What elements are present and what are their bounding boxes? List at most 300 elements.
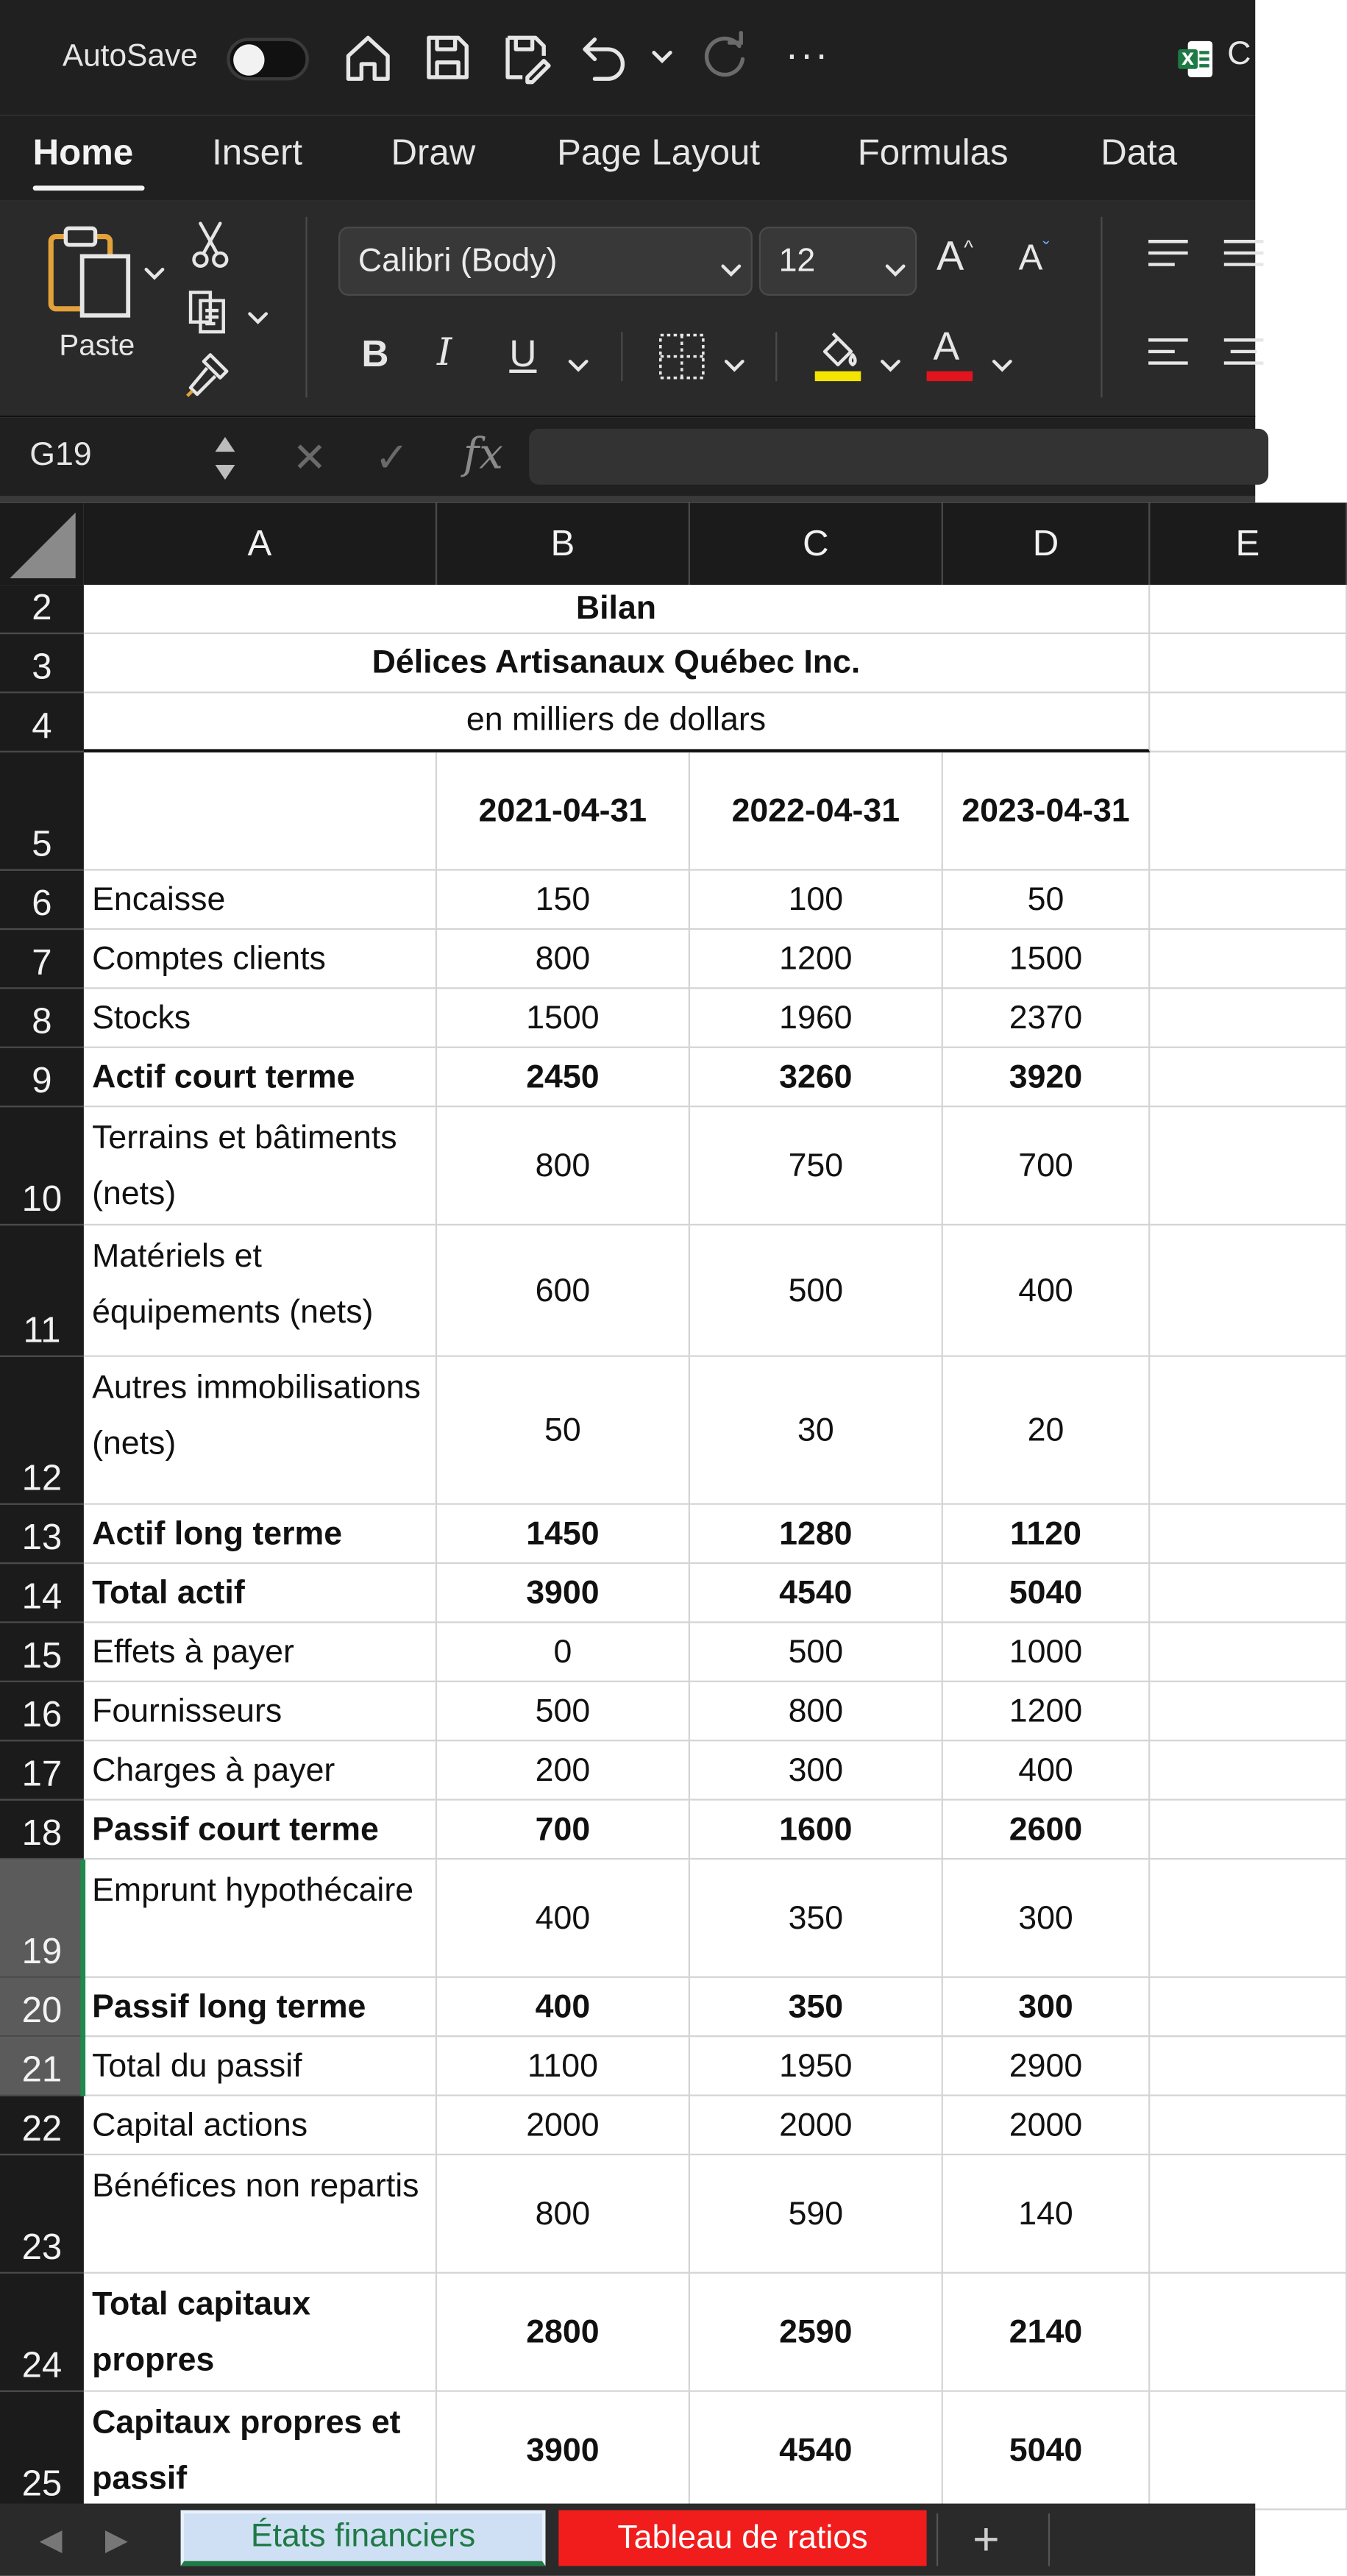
cell-a[interactable] bbox=[84, 2037, 437, 2096]
cell-e[interactable] bbox=[1150, 634, 1347, 693]
cell-c[interactable] bbox=[690, 1107, 943, 1225]
cell-value: Total capitaux propres bbox=[92, 2286, 311, 2379]
cell-e[interactable] bbox=[1150, 1978, 1347, 2037]
cell-b[interactable] bbox=[437, 1048, 690, 1107]
selection-edge bbox=[80, 1860, 85, 2096]
paste-chevron-down-icon[interactable] bbox=[145, 260, 165, 273]
cell-value: Fournisseurs bbox=[92, 1693, 282, 1729]
cell-value: 1100 bbox=[527, 2047, 598, 2084]
table-row bbox=[84, 2274, 1255, 2392]
cell-a[interactable] bbox=[84, 2392, 437, 2511]
tab-draw[interactable]: Draw bbox=[391, 131, 476, 173]
cell-value: Charges à payer bbox=[92, 1751, 335, 1788]
cell-b[interactable] bbox=[437, 871, 690, 930]
cell-e[interactable] bbox=[1150, 989, 1347, 1047]
cell-d[interactable] bbox=[943, 1801, 1150, 1860]
table-row bbox=[84, 1978, 1255, 2037]
cell-value: 4540 bbox=[779, 1574, 853, 1611]
cell-value: 800 bbox=[788, 1693, 844, 1729]
row-header-4[interactable] bbox=[0, 693, 84, 752]
cell-d[interactable] bbox=[943, 930, 1150, 989]
cell-value: 500 bbox=[788, 1634, 844, 1671]
row-number: 19 bbox=[21, 1930, 63, 1971]
table-row bbox=[84, 2155, 1255, 2274]
cell-c[interactable] bbox=[690, 1741, 943, 1800]
cell-a[interactable] bbox=[84, 752, 437, 871]
cell-a[interactable] bbox=[84, 1741, 437, 1800]
name-box[interactable] bbox=[0, 417, 256, 496]
cell-d[interactable] bbox=[943, 1048, 1150, 1107]
cell-e[interactable] bbox=[1150, 1357, 1347, 1505]
borders-icon[interactable] bbox=[657, 332, 706, 381]
cell-a[interactable] bbox=[84, 1623, 437, 1682]
cell-value: Actif long terme bbox=[92, 1515, 343, 1552]
row-header-10[interactable] bbox=[0, 1107, 84, 1225]
formula-bar bbox=[0, 417, 1255, 496]
row-header-22[interactable] bbox=[0, 2096, 84, 2155]
redo-icon[interactable] bbox=[697, 29, 749, 85]
cell-c[interactable] bbox=[690, 1225, 943, 1357]
tab-page-layout[interactable]: Page Layout bbox=[557, 131, 761, 173]
cell-b[interactable] bbox=[437, 1741, 690, 1800]
cell-c[interactable] bbox=[690, 1682, 943, 1741]
cell-e[interactable] bbox=[1150, 1741, 1347, 1800]
cell-d[interactable] bbox=[943, 1860, 1150, 1978]
cell-value: 400 bbox=[1018, 1272, 1073, 1309]
table-row bbox=[84, 1505, 1255, 1564]
cell-c[interactable] bbox=[690, 2096, 943, 2155]
cell-e[interactable] bbox=[1150, 1623, 1347, 1682]
cell-d[interactable] bbox=[943, 2392, 1150, 2511]
increase-font-size-button[interactable]: A^ bbox=[936, 233, 973, 280]
cell-value: 20 bbox=[1027, 1412, 1065, 1448]
cell-d[interactable] bbox=[943, 1682, 1150, 1741]
file-name[interactable]: C bbox=[1227, 36, 1251, 73]
cell-e[interactable] bbox=[1150, 1564, 1347, 1623]
cell-e[interactable] bbox=[1150, 1801, 1347, 1860]
row-header-9[interactable] bbox=[0, 1048, 84, 1107]
cell-a[interactable] bbox=[84, 1978, 437, 2037]
copy-icon[interactable] bbox=[184, 286, 233, 335]
cell-value: 2370 bbox=[1009, 999, 1083, 1036]
font-color-icon[interactable] bbox=[927, 325, 976, 384]
decrease-font-size-button[interactable]: $A^ˇ$ bbox=[1018, 236, 1050, 278]
cell-value: 2000 bbox=[526, 2107, 600, 2143]
row-header-2[interactable] bbox=[0, 585, 84, 634]
ribbon-divider bbox=[775, 332, 777, 381]
font-size-dropdown[interactable] bbox=[759, 227, 917, 296]
cell-value: 600 bbox=[535, 1272, 591, 1309]
table-row bbox=[84, 1048, 1255, 1107]
cell-a[interactable] bbox=[84, 2155, 437, 2274]
column-header-d[interactable] bbox=[943, 502, 1150, 585]
row-header-25[interactable] bbox=[0, 2392, 84, 2511]
cell-a[interactable] bbox=[84, 1564, 437, 1623]
cell-e[interactable] bbox=[1150, 1225, 1347, 1357]
cell-b[interactable] bbox=[437, 1623, 690, 1682]
row-number: 25 bbox=[21, 2462, 63, 2504]
column-letter: E bbox=[1235, 522, 1260, 564]
table-row bbox=[84, 634, 1255, 693]
bold-button[interactable]: B bbox=[361, 332, 389, 375]
worksheet-grid[interactable] bbox=[0, 502, 1260, 2504]
table-row bbox=[84, 1357, 1255, 1505]
cell-a[interactable] bbox=[84, 1801, 437, 1860]
tab-divider bbox=[1048, 2513, 1050, 2566]
cell-value: Terrains et bâtiments (nets) bbox=[92, 1120, 397, 1213]
cell-value: 400 bbox=[535, 1899, 591, 1936]
cell-value: 800 bbox=[535, 2195, 591, 2232]
cell-value: 1500 bbox=[526, 999, 600, 1036]
row-header-7[interactable] bbox=[0, 930, 84, 989]
row-header-13[interactable] bbox=[0, 1505, 84, 1564]
tab-insert[interactable]: Insert bbox=[212, 131, 302, 173]
table-row bbox=[84, 1860, 1255, 1978]
cell-value: Encaisse bbox=[92, 881, 226, 918]
cell-a[interactable] bbox=[84, 1682, 437, 1741]
save-as-icon[interactable] bbox=[500, 29, 552, 85]
cell-a[interactable] bbox=[84, 1860, 437, 1978]
cell-value: 2590 bbox=[779, 2313, 853, 2350]
cell-e[interactable] bbox=[1150, 693, 1347, 752]
tab-divider bbox=[936, 2513, 938, 2566]
next-sheet-icon[interactable]: ▶ bbox=[104, 2523, 128, 2557]
cell-value: Passif long terme bbox=[92, 1988, 366, 2025]
table-row bbox=[84, 1801, 1255, 1860]
cell-value: 150 bbox=[535, 881, 591, 918]
tab-data[interactable]: Data bbox=[1101, 131, 1178, 173]
fill-color-icon[interactable] bbox=[811, 329, 864, 385]
table-row bbox=[84, 930, 1255, 989]
cell-value: Délices Artisanaux Québec Inc. bbox=[372, 644, 861, 680]
table-row bbox=[84, 693, 1255, 752]
tab-home[interactable]: Home bbox=[32, 131, 134, 173]
row-header-8[interactable] bbox=[0, 989, 84, 1047]
sheet-tab-label: États financiers bbox=[250, 2518, 476, 2555]
cell-c[interactable] bbox=[690, 1978, 943, 2037]
confirm-edit-icon[interactable]: ✓ bbox=[374, 435, 409, 482]
cell-b[interactable] bbox=[437, 1505, 690, 1564]
cell-value: 1200 bbox=[779, 940, 853, 977]
sheet-tab-label: Tableau de ratios bbox=[617, 2519, 868, 2555]
cell-value: Total actif bbox=[92, 1574, 245, 1611]
cell-e[interactable] bbox=[1150, 930, 1347, 989]
cell-c[interactable] bbox=[690, 1564, 943, 1623]
cell-d[interactable] bbox=[943, 1623, 1150, 1682]
cell-c[interactable] bbox=[690, 989, 943, 1047]
cell-c[interactable] bbox=[690, 2392, 943, 2511]
cell-value: 50 bbox=[544, 1412, 581, 1448]
cell-d[interactable] bbox=[943, 2155, 1150, 2274]
cell-d[interactable] bbox=[943, 2274, 1150, 2392]
cell-b[interactable] bbox=[437, 1357, 690, 1505]
cell-value: Effets à payer bbox=[92, 1634, 294, 1671]
cancel-edit-icon[interactable]: ✕ bbox=[292, 435, 327, 482]
tab-formulas[interactable]: Formulas bbox=[857, 131, 1009, 173]
cell-value: Actif court terme bbox=[92, 1058, 355, 1095]
cell-value: 3260 bbox=[779, 1058, 853, 1095]
formula-input[interactable] bbox=[529, 429, 1268, 485]
cell-e[interactable] bbox=[1150, 1107, 1347, 1225]
cell-a[interactable] bbox=[84, 1107, 437, 1225]
cell-b[interactable] bbox=[437, 1107, 690, 1225]
cell-value: 700 bbox=[535, 1811, 591, 1848]
cell-a[interactable] bbox=[84, 930, 437, 989]
cell-d[interactable] bbox=[943, 2037, 1150, 2096]
cell-value: 1120 bbox=[1010, 1515, 1081, 1552]
row-number: 8 bbox=[32, 1000, 52, 1042]
cell-b[interactable] bbox=[437, 1225, 690, 1357]
cell-a[interactable] bbox=[84, 989, 437, 1047]
cell-d[interactable] bbox=[943, 989, 1150, 1047]
row-header-19[interactable] bbox=[0, 1860, 84, 1978]
cell-c[interactable] bbox=[690, 2037, 943, 2096]
row-header-17[interactable] bbox=[0, 1741, 84, 1800]
cell-value: 350 bbox=[788, 1899, 844, 1936]
cell-e[interactable] bbox=[1150, 2274, 1347, 2392]
paste-label: Paste bbox=[59, 328, 135, 362]
cell-c[interactable] bbox=[690, 1048, 943, 1107]
save-icon[interactable] bbox=[421, 29, 473, 85]
undo-chevron-down-icon[interactable] bbox=[650, 46, 673, 69]
row-header-12[interactable] bbox=[0, 1357, 84, 1505]
borders-chevron-down-icon[interactable] bbox=[725, 352, 744, 365]
cell-a[interactable] bbox=[84, 871, 437, 930]
add-sheet-button[interactable]: + bbox=[973, 2513, 1000, 2565]
column-letter: B bbox=[550, 522, 575, 564]
ribbon-tabs bbox=[0, 115, 1255, 200]
table-row bbox=[84, 1741, 1255, 1800]
font-name-dropdown[interactable] bbox=[338, 227, 753, 296]
cell-e[interactable] bbox=[1150, 871, 1347, 930]
row-header-14[interactable] bbox=[0, 1564, 84, 1623]
cell-c[interactable] bbox=[690, 2155, 943, 2274]
cell-value: Matériels et équipements (nets) bbox=[92, 1238, 374, 1331]
cell-value: 1000 bbox=[1009, 1634, 1083, 1671]
cell-value: 1950 bbox=[779, 2047, 853, 2084]
cell-a[interactable] bbox=[84, 2274, 437, 2392]
font-color-chevron-down-icon[interactable] bbox=[992, 352, 1012, 365]
cell-value: 300 bbox=[1018, 1899, 1073, 1936]
cell-b[interactable] bbox=[437, 989, 690, 1047]
cell-c[interactable] bbox=[690, 1860, 943, 1978]
more-options-icon[interactable]: ··· bbox=[785, 32, 830, 77]
select-all-corner[interactable] bbox=[0, 502, 84, 585]
row-number: 14 bbox=[21, 1575, 63, 1617]
cell-value: Passif court terme bbox=[92, 1811, 379, 1848]
row-header-18[interactable] bbox=[0, 1801, 84, 1860]
company-name[interactable] bbox=[84, 634, 1150, 693]
table-row bbox=[84, 1107, 1255, 1225]
cell-d[interactable] bbox=[943, 1505, 1150, 1564]
row-header-15[interactable] bbox=[0, 1623, 84, 1682]
name-box-stepper-icon[interactable] bbox=[213, 430, 236, 486]
cell-value: Autres immobilisations (nets) bbox=[92, 1370, 421, 1462]
paste-icon[interactable] bbox=[46, 224, 138, 322]
row-header-20[interactable] bbox=[0, 1978, 84, 2037]
cell-d[interactable] bbox=[943, 2096, 1150, 2155]
row-number: 2 bbox=[32, 586, 52, 628]
cell-c[interactable] bbox=[690, 871, 943, 930]
cell-value: 2140 bbox=[1009, 2313, 1083, 2350]
table-row bbox=[84, 871, 1255, 930]
cell-value: 1280 bbox=[779, 1515, 853, 1552]
cell-b[interactable] bbox=[437, 1860, 690, 1978]
cell-value: 1200 bbox=[1009, 1693, 1083, 1729]
column-header-e[interactable] bbox=[1150, 502, 1347, 585]
autosave-toggle[interactable] bbox=[227, 38, 309, 80]
cell-value: Bilan bbox=[575, 589, 657, 626]
units-note[interactable] bbox=[84, 693, 1150, 752]
row-header-24[interactable] bbox=[0, 2274, 84, 2392]
cell-value: 2022-04-31 bbox=[731, 792, 900, 829]
cell-e[interactable] bbox=[1150, 2096, 1347, 2155]
cell-value: Comptes clients bbox=[92, 940, 326, 977]
format-painter-icon[interactable] bbox=[184, 348, 233, 397]
cell-value: 100 bbox=[788, 881, 844, 918]
cell-c[interactable] bbox=[690, 930, 943, 989]
cell-value: Capital actions bbox=[92, 2107, 308, 2143]
row-header-21[interactable] bbox=[0, 2037, 84, 2096]
previous-sheet-icon[interactable]: ◀ bbox=[39, 2523, 63, 2557]
column-header-c[interactable] bbox=[690, 502, 943, 585]
cell-e[interactable] bbox=[1150, 585, 1347, 634]
active-tab-indicator bbox=[33, 185, 145, 191]
row-header-11[interactable] bbox=[0, 1225, 84, 1357]
cell-e[interactable] bbox=[1150, 1048, 1347, 1107]
cell-a[interactable] bbox=[84, 1357, 437, 1505]
row-number: 20 bbox=[21, 1989, 63, 2031]
cell-a[interactable] bbox=[84, 1225, 437, 1357]
cell-d[interactable] bbox=[943, 752, 1150, 871]
cell-value: 2600 bbox=[1009, 1811, 1083, 1848]
ribbon-home bbox=[0, 200, 1255, 417]
cell-value: 2000 bbox=[779, 2107, 853, 2143]
row-number: 16 bbox=[21, 1693, 63, 1735]
sheet-tab-etats-financiers[interactable] bbox=[181, 2510, 546, 2566]
cell-d[interactable] bbox=[943, 1978, 1150, 2037]
insert-function-icon[interactable]: fx bbox=[463, 430, 504, 480]
copy-chevron-down-icon[interactable] bbox=[248, 304, 268, 317]
cell-e[interactable] bbox=[1150, 1860, 1347, 1978]
cell-value: 300 bbox=[788, 1751, 844, 1788]
cell-d[interactable] bbox=[943, 871, 1150, 930]
cell-value: 140 bbox=[1018, 2195, 1073, 2232]
cell-value: 1600 bbox=[779, 1811, 853, 1848]
table-row bbox=[84, 1564, 1255, 1623]
row-header-5[interactable] bbox=[0, 752, 84, 871]
cell-b[interactable] bbox=[437, 1682, 690, 1741]
cell-b[interactable] bbox=[437, 930, 690, 989]
row-number: 13 bbox=[21, 1516, 63, 1558]
underline-button[interactable]: U bbox=[509, 332, 537, 375]
fill-color-chevron-down-icon[interactable] bbox=[881, 352, 900, 365]
cell-a[interactable] bbox=[84, 1505, 437, 1564]
cell-value: 2023-04-31 bbox=[962, 792, 1130, 829]
column-header-a[interactable] bbox=[84, 502, 437, 585]
align-left-icon[interactable] bbox=[1147, 335, 1190, 371]
row-number: 18 bbox=[21, 1812, 63, 1854]
cell-e[interactable] bbox=[1150, 1682, 1347, 1741]
sheet-title[interactable] bbox=[84, 585, 1150, 634]
cell-value: 700 bbox=[1018, 1147, 1073, 1184]
cell-d[interactable] bbox=[943, 1357, 1150, 1505]
cell-c[interactable] bbox=[690, 2274, 943, 2392]
cell-b[interactable] bbox=[437, 2274, 690, 2392]
align-center-icon[interactable] bbox=[1223, 335, 1265, 371]
undo-icon[interactable] bbox=[578, 29, 630, 85]
row-header-3[interactable] bbox=[0, 634, 84, 693]
toggle-knob bbox=[233, 44, 264, 75]
table-row bbox=[84, 1623, 1255, 1682]
row-header-23[interactable] bbox=[0, 2155, 84, 2274]
row-number: 6 bbox=[32, 882, 52, 924]
row-header-16[interactable] bbox=[0, 1682, 84, 1741]
cell-a[interactable] bbox=[84, 1048, 437, 1107]
cut-icon[interactable] bbox=[191, 220, 230, 269]
cell-c[interactable] bbox=[690, 1505, 943, 1564]
cell-e[interactable] bbox=[1150, 752, 1347, 871]
cell-b[interactable] bbox=[437, 752, 690, 871]
cell-b[interactable] bbox=[437, 2155, 690, 2274]
row-number: 23 bbox=[21, 2226, 63, 2267]
cell-value: 400 bbox=[535, 1988, 591, 2025]
cell-value: 350 bbox=[788, 1988, 844, 2025]
home-icon[interactable] bbox=[342, 29, 394, 85]
underline-chevron-down-icon[interactable] bbox=[569, 352, 589, 365]
row-header-6[interactable] bbox=[0, 871, 84, 930]
cell-a[interactable] bbox=[84, 2096, 437, 2155]
cell-c[interactable] bbox=[690, 1357, 943, 1505]
cell-b[interactable] bbox=[437, 1564, 690, 1623]
cell-c[interactable] bbox=[690, 1801, 943, 1860]
cell-b[interactable] bbox=[437, 1801, 690, 1860]
row-number: 5 bbox=[32, 822, 52, 864]
cell-c[interactable] bbox=[690, 1623, 943, 1682]
row-number: 3 bbox=[32, 645, 52, 687]
cell-value: 0 bbox=[553, 1634, 572, 1671]
cell-d[interactable] bbox=[943, 1741, 1150, 1800]
formula-bar-divider bbox=[0, 496, 1255, 502]
cell-b[interactable] bbox=[437, 2037, 690, 2096]
cell-e[interactable] bbox=[1150, 2155, 1347, 2274]
cell-b[interactable] bbox=[437, 2392, 690, 2511]
cell-d[interactable] bbox=[943, 1107, 1150, 1225]
cell-value: 200 bbox=[535, 1751, 591, 1788]
title-bar bbox=[0, 0, 1255, 115]
table-row bbox=[84, 1225, 1255, 1357]
row-number: 9 bbox=[32, 1059, 52, 1101]
cell-c[interactable] bbox=[690, 752, 943, 871]
cell-e[interactable] bbox=[1150, 2037, 1347, 2096]
grow-font-letter: A bbox=[936, 233, 964, 280]
column-header-b[interactable] bbox=[437, 502, 690, 585]
cell-d[interactable] bbox=[943, 1564, 1150, 1623]
align-middle-icon[interactable] bbox=[1223, 237, 1265, 273]
row-number: 4 bbox=[32, 705, 52, 746]
cell-e[interactable] bbox=[1150, 1505, 1347, 1564]
cell-value: 800 bbox=[535, 940, 591, 977]
sheet-tab-tableau-de-ratios[interactable] bbox=[558, 2510, 926, 2566]
cell-b[interactable] bbox=[437, 2096, 690, 2155]
cell-reference: G19 bbox=[29, 437, 92, 474]
align-top-icon[interactable] bbox=[1147, 237, 1190, 273]
cell-e[interactable] bbox=[1150, 2392, 1347, 2511]
italic-button[interactable]: I bbox=[437, 332, 452, 375]
cell-d[interactable] bbox=[943, 1225, 1150, 1357]
cell-value: 5040 bbox=[1009, 1574, 1083, 1611]
cell-b[interactable] bbox=[437, 1978, 690, 2037]
